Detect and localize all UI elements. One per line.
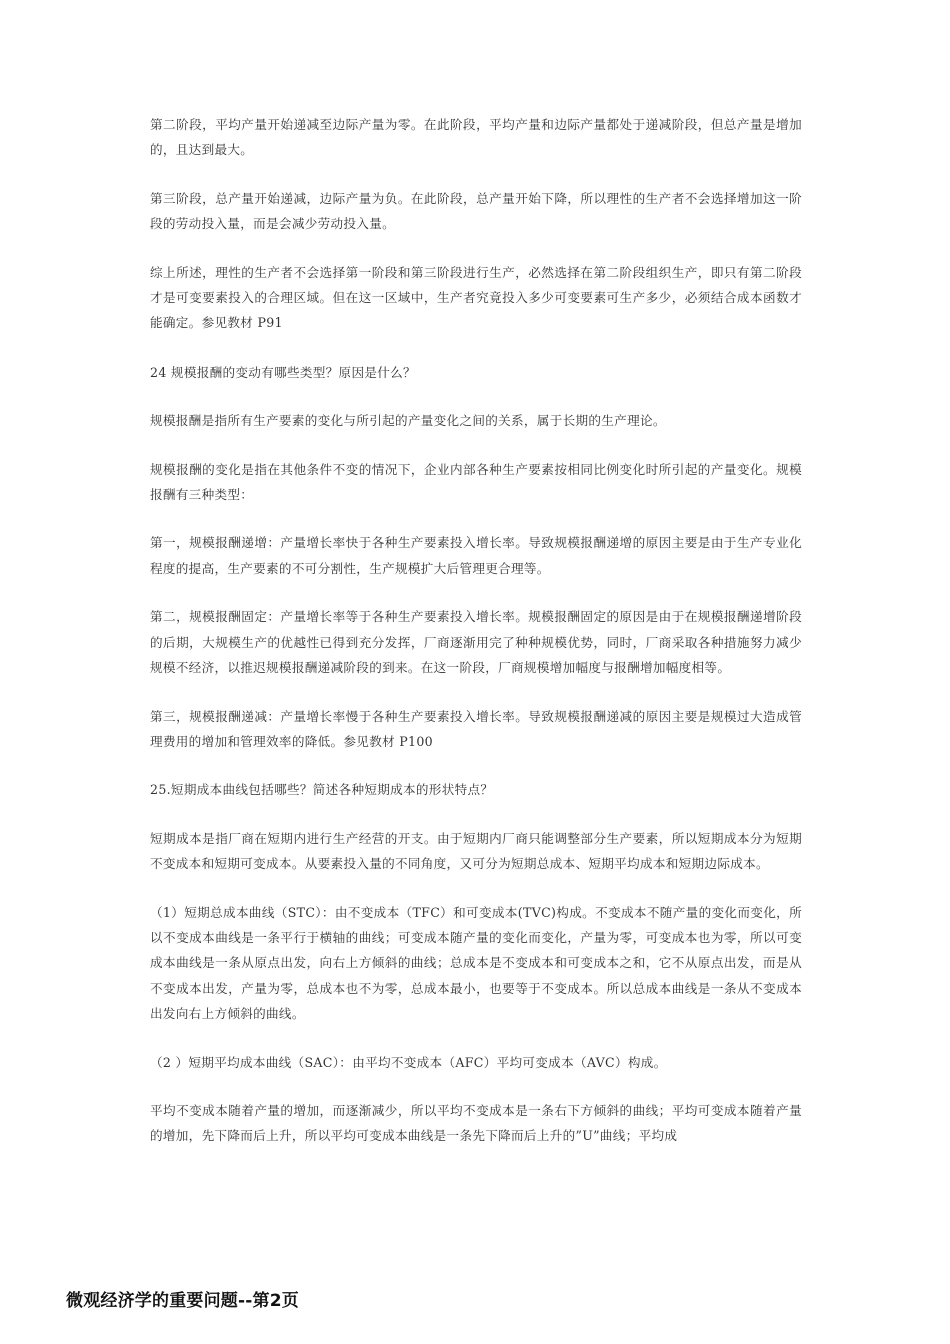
document-body xyxy=(150,112,802,1172)
paragraph-constant-returns: 第二，规模报酬固定：产量增长率等于各种生产要素投入增长率。规模报酬固定的原因是由于在规模报酬递增阶段的后期，大规模生产的优越性已得到充分发挥，厂商逐渐用完了种种规模优势，同时，厂商采取各种措施努力减少规模不经济，以推迟规模报酬递减阶段的到来。在这一阶段，厂商规模增加幅度与报酬增加幅度相等。 xyxy=(150,609,802,676)
paragraph-stage-three: 第三阶段，总产量开始递减，边际产量为负。在此阶段，总产量开始下降，所以理性的生产者不会选择增加这一阶段的劳动投入量，而是会减少劳动投入量。 xyxy=(150,190,802,232)
paragraph-decreasing-returns: 第三，规模报酬递减：产量增长率慢于各种生产要素投入增长率。导致规模报酬递减的原因主要是规模过大造成管理费用的增加和管理效率的降低。参见教材 P100 xyxy=(150,708,802,749)
question-25-heading: 25.短期成本曲线包括哪些？简述各种短期成本的形状特点？ xyxy=(150,782,494,798)
paragraph-summary: 综上所述，理性的生产者不会选择第一阶段和第三阶段进行生产，必然选择在第二阶段组织生产，即只有第二阶段才是可变要素投入的合理区域。但在这一区域中，生产者究竟投入多少可变要素可生产多少，必须结合成本函数才能确定。参见教材 P91 xyxy=(150,264,802,331)
paragraph-short-run-cost: 短期成本是指厂商在短期内进行生产经营的开支。由于短期内厂商只能调整部分生产要素，所以短期成本分为短期不变成本和短期可变成本。从要素投入量的不同角度，又可分为短期总成本、短期平均成本和短期边际成本。 xyxy=(150,830,802,872)
paragraph-stage-two: 第二阶段，平均产量开始递减至边际产量为零。在此阶段，平均产量和边际产量都处于递减阶段，但总产量是增加的，且达到最大。 xyxy=(150,117,802,158)
paragraph-stc-curve: （1）短期总成本曲线（STC）：由不变成本（TFC）和可变成本(TVC)构成。不变成本不随产量的变化而变化，所以不变成本曲线是一条平行于横轴的曲线；可变成本随产量的变化而变化，产量为零，可变成本也为零，所以可变成本曲线是一条从原点出发，向右上方倾斜的曲线；总成本是不变成本和可变成本之和，它不从原点出发，而是从不变成本出发，产量为零，总成本也不为零，总成本最小，也要等于不变成本。所以总成本曲线是一条从不变成本出发向右上方倾斜的曲线。 xyxy=(150,904,802,1022)
paragraph-increasing-returns: 第一，规模报酬递增：产量增长率快于各种生产要素投入增长率。导致规模报酬递增的原因主要是由于生产专业化程度的提高，生产要素的不可分割性，生产规模扩大后管理更合理等。 xyxy=(150,535,802,576)
paragraph-returns-change: 规模报酬的变化是指在其他条件不变的情况下，企业内部各种生产要素按相同比例变化时所引起的产量变化。规模报酬有三种类型： xyxy=(150,461,802,503)
paragraph-returns-definition: 规模报酬是指所有生产要素的变化与所引起的产量变化之间的关系，属于长期的生产理论。 xyxy=(150,413,666,429)
question-24-heading: 24 规模报酬的变动有哪些类型？原因是什么？ xyxy=(150,364,416,380)
paragraph-sac-curve: （2 ）短期平均成本曲线（SAC）：由平均不变成本（AFC）平均可变成本（AVC）构成。 xyxy=(150,1054,667,1070)
page-footer: 微观经济学的重要问题--第2页 xyxy=(66,1291,299,1311)
paragraph-afc-avc: 平均不变成本随着产量的增加，而逐渐减少，所以平均不变成本是一条右下方倾斜的曲线；平均可变成本随着产量的增加，先下降而后上升，所以平均可变成本曲线是一条先下降而后上升的”U”曲线；平均成 xyxy=(150,1102,802,1144)
